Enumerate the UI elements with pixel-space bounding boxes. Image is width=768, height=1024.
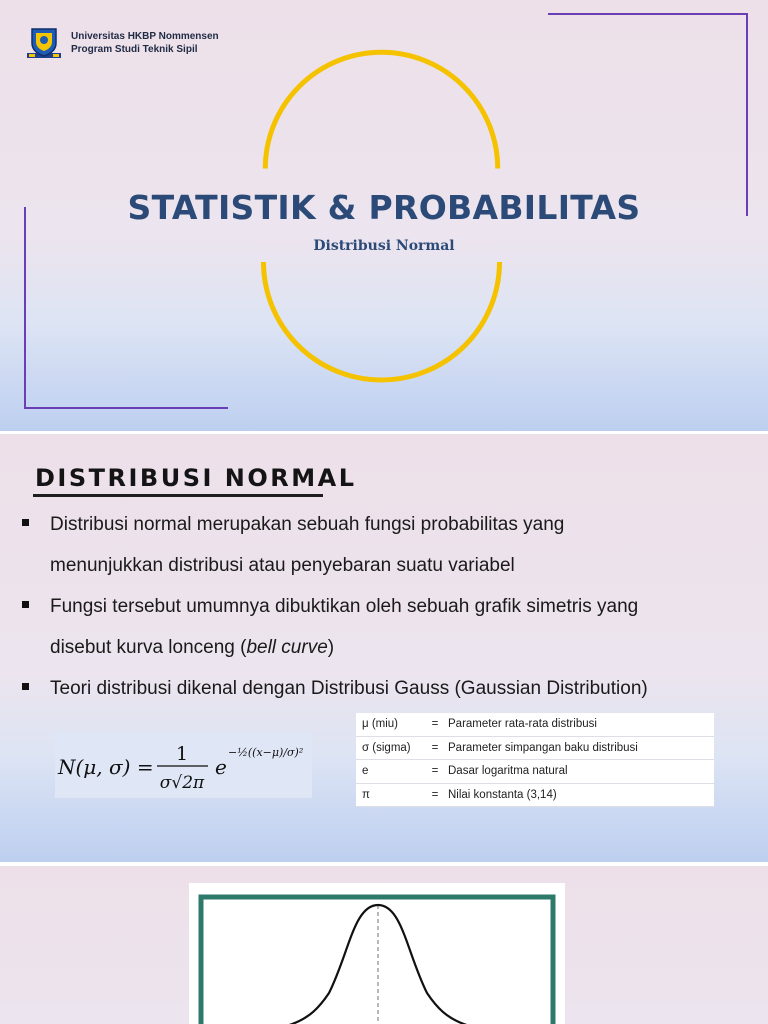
equals-cell: = [428,736,442,760]
presentation-subtitle: Distribusi Normal [313,238,455,254]
normal-distribution-formula [55,732,312,798]
symbol-cell: σ (sigma) [356,736,428,760]
graph-slide [0,866,768,1024]
formula-denominator: σ√2π [159,773,205,793]
bell-curve-icon [189,883,565,1024]
bullet-text-prefix: disebut kurva lonceng ( [50,637,247,658]
equals-cell: = [428,760,442,784]
bullet-text-suffix: ) [327,637,335,658]
symbol-cell: e [356,760,428,784]
bullet-text: Distribusi normal merupakan sebuah fungsi probabilitas yang [50,514,565,535]
program-name: Program Studi Teknik Sipil [71,43,198,55]
symbol-cell: π [356,783,428,807]
bullet-square-icon [22,601,29,608]
meaning-cell: Parameter rata-rata distribusi [442,713,714,736]
symbol-definitions-table [356,713,714,807]
bell-curve-graph [189,883,565,1024]
symbol-cell: μ (miu) [356,713,428,736]
bullet-text-italic: bell curve [246,637,328,658]
table-row [356,736,714,760]
table-row [356,713,714,736]
title-slide [0,0,768,431]
formula-lhs: N(μ, σ) = [58,755,154,779]
equals-cell: = [428,783,442,807]
bullet-text-line [50,627,334,668]
bullet-text: menunjukkan distribusi atau penyebaran suatu variabel [50,555,515,576]
formula-numerator: 1 [175,743,189,765]
slide-heading: DISTRIBUSI NORMAL [35,464,357,492]
meaning-cell: Dasar logaritma natural [442,760,714,784]
equals-cell: = [428,713,442,736]
bullet-square-icon [22,683,29,690]
table-row [356,760,714,784]
heading-underline [33,494,323,497]
formula-graphic [55,732,312,798]
content-slide [0,434,768,862]
meaning-cell: Nilai konstanta (3,14) [442,783,714,807]
formula-exponent: −½((x−μ)/σ)² [228,746,304,759]
meaning-cell: Parameter simpangan baku distribusi [442,736,714,760]
graph-frame [201,897,553,1024]
presentation-title: STATISTIK & PROBABILITAS [127,188,641,227]
table-row [356,783,714,807]
bullet-text: Fungsi tersebut umumnya dibuktikan oleh sebuah grafik simetris yang [50,596,639,617]
bullet-square-icon [22,519,29,526]
bullet-text: Teori distribusi dikenal dengan Distribusi Gauss (Gaussian Distribution) [50,678,648,699]
university-name: Universitas HKBP Nommensen [71,31,219,42]
formula-base: e [215,755,227,779]
